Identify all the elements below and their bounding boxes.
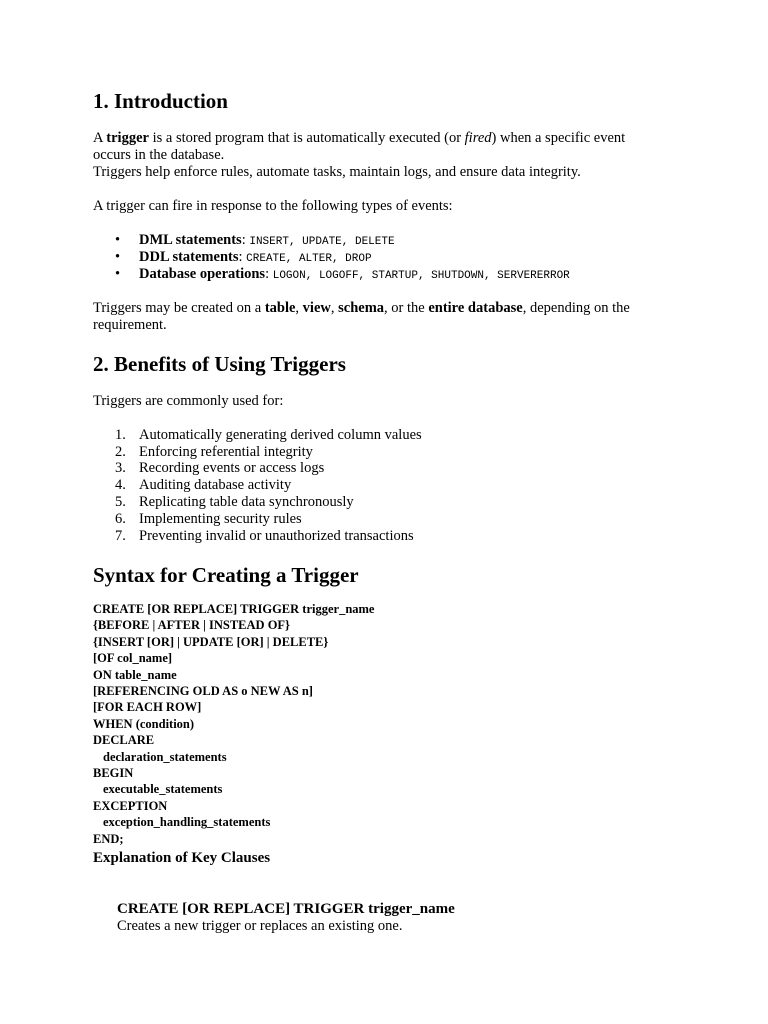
event-code: LOGON, LOGOFF, STARTUP, SHUTDOWN, SERVERERROR [272, 270, 570, 282]
bold-term: view [302, 300, 331, 316]
text-run: , [330, 300, 339, 316]
benefit-text: Auditing database activity [139, 476, 292, 493]
text-run: : [265, 266, 273, 282]
list-number: 4. [115, 476, 126, 493]
text-run: Triggers may be created on a [93, 300, 265, 316]
intro-paragraph-1 [93, 130, 625, 147]
text-run: , or the [384, 300, 429, 316]
benefit-text: Automatically generating derived column values [139, 427, 422, 443]
bullet: • [115, 232, 121, 248]
syntax-line: ON table_name [93, 667, 177, 682]
list-number: 1. [115, 427, 126, 443]
benefit-text: Recording events or access logs [139, 460, 325, 476]
clause-title: CREATE [OR REPLACE] TRIGGER trigger_name [117, 901, 455, 917]
syntax-line: DECLARE [93, 733, 155, 748]
italic-term: fired [464, 130, 492, 146]
syntax-line: [FOR EACH ROW] [93, 700, 202, 715]
intro-paragraph-4-line-2: requirement. [93, 317, 167, 333]
text-run: : [241, 232, 250, 248]
event-label: DML statements [139, 232, 242, 248]
syntax-line: [REFERENCING OLD AS o NEW AS n] [93, 684, 313, 698]
benefit-text: Replicating table data synchronously [139, 493, 354, 510]
text-run: : [238, 249, 247, 265]
event-code: INSERT, UPDATE, DELETE [249, 236, 395, 248]
syntax-line: BEGIN [93, 766, 134, 780]
benefits-heading: 2. Benefits of Using Triggers [93, 352, 346, 376]
syntax-line: {BEFORE | AFTER | INSTEAD OF} [93, 618, 290, 633]
text-run: , [295, 300, 303, 316]
intro-paragraph-1-line-2: occurs in the database. [93, 147, 225, 163]
syntax-line: CREATE [OR REPLACE] TRIGGER trigger_name [93, 602, 375, 616]
introduction-heading: 1. Introduction [93, 89, 228, 113]
syntax-line: EXCEPTION [93, 798, 168, 813]
syntax-line: WHEN (condition) [93, 716, 195, 731]
syntax-line: exception_handling_statements [103, 815, 271, 830]
intro-paragraph-2: Triggers help enforce rules, automate tasks, maintain logs, and ensure data integrity. [93, 164, 581, 180]
intro-paragraph-3: A trigger can fire in response to the following types of events: [93, 198, 453, 214]
list-number: 7. [115, 527, 126, 544]
explanation-heading: Explanation of Key Clauses [93, 850, 271, 866]
event-code: CREATE, ALTER, DROP [246, 253, 372, 265]
list-number: 6. [115, 510, 126, 527]
bold-term: schema [338, 300, 385, 316]
list-number: 2. [115, 443, 126, 460]
list-number: 5. [115, 493, 126, 510]
event-label: Database operations [139, 266, 266, 282]
bullet: • [115, 266, 121, 282]
text-run: is a stored program that is automatically executed (or [148, 130, 465, 146]
bold-term: trigger [106, 130, 149, 146]
syntax-line: declaration_statements [103, 749, 227, 764]
text-run: A [93, 130, 107, 146]
bold-term: table [264, 300, 296, 316]
bullet: • [115, 249, 121, 265]
clause-description: Creates a new trigger or replaces an existing one. [117, 918, 403, 934]
intro-paragraph-4 [93, 300, 630, 317]
bold-term: entire database [428, 300, 523, 316]
syntax-line: END; [93, 831, 124, 846]
syntax-heading: Syntax for Creating a Trigger [93, 563, 359, 587]
text-run: ) when a specific event [491, 130, 626, 146]
benefit-text: Preventing invalid or unauthorized transactions [139, 527, 414, 544]
syntax-line: [OF col_name] [93, 651, 173, 666]
text-run: , depending on the [522, 300, 630, 316]
benefits-intro: Triggers are commonly used for: [93, 393, 284, 409]
syntax-line: {INSERT [OR] | UPDATE [OR] | DELETE} [93, 634, 329, 649]
event-label: DDL statements [139, 249, 239, 265]
benefit-text: Enforcing referential integrity [139, 443, 313, 460]
syntax-line: executable_statements [103, 782, 223, 797]
list-number: 3. [115, 460, 126, 476]
benefit-text: Implementing security rules [139, 510, 302, 527]
